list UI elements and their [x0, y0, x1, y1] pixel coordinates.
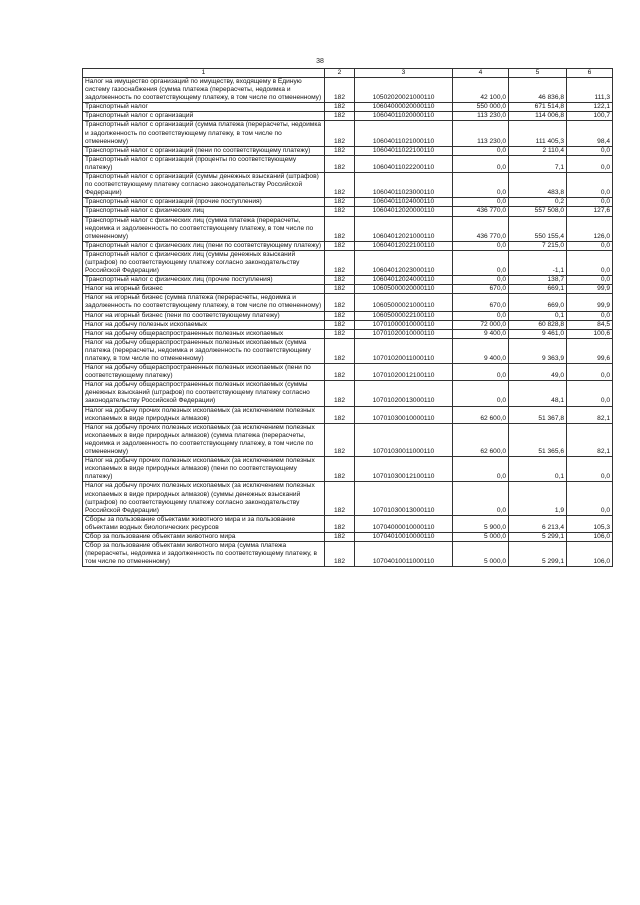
row-percent: 0,0: [567, 311, 613, 320]
row-percent: 0,0: [567, 482, 613, 515]
row-kbk-code: 10604012024000110: [355, 276, 453, 285]
row-plan-value: 0,0: [453, 250, 509, 275]
revenue-table: [82, 68, 613, 567]
row-percent: 99,6: [567, 338, 613, 363]
row-admin-code: 182: [325, 338, 355, 363]
row-plan-value: 0,0: [453, 364, 509, 381]
row-admin-code: 182: [325, 146, 355, 155]
row-kbk-code: 10701020010000110: [355, 329, 453, 338]
row-name: Транспортный налог с организаций (сумма платежа (перерасчеты, недоимка и задолженность по соответствующему платежу, в том числе по отмененному): [83, 121, 325, 146]
row-kbk-code: 10704000010000110: [355, 515, 453, 532]
row-kbk-code: 10704010010000110: [355, 532, 453, 541]
row-percent: 0,0: [567, 457, 613, 482]
row-name: Налог на добычу полезных ископаемых: [83, 320, 325, 329]
table-row: [83, 482, 613, 515]
row-actual-value: 60 828,8: [509, 320, 567, 329]
table-row: [83, 276, 613, 285]
row-plan-value: 72 000,0: [453, 320, 509, 329]
row-percent: 0,0: [567, 364, 613, 381]
row-admin-code: 182: [325, 423, 355, 456]
row-name: Налог на имущество организаций по имуществу, входящему в Единую систему газоснабжения (сумма платежа (перерасчеты, недоимка и задолженность по соответствующему платежу, в том числе по отмененному): [83, 78, 325, 103]
row-actual-value: 483,8: [509, 173, 567, 198]
row-admin-code: 182: [325, 381, 355, 406]
row-admin-code: 182: [325, 103, 355, 112]
header-row: [83, 69, 613, 78]
row-percent: 0,0: [567, 146, 613, 155]
row-admin-code: 182: [325, 329, 355, 338]
row-plan-value: 5 900,0: [453, 515, 509, 532]
row-admin-code: 182: [325, 406, 355, 423]
row-admin-code: 182: [325, 532, 355, 541]
row-kbk-code: 10701020012100110: [355, 364, 453, 381]
row-name: Налог на добычу общераспространенных полезных ископаемых (пени по соответствующему платежу): [83, 364, 325, 381]
table-row: [83, 532, 613, 541]
row-name: Транспортный налог с физических лиц (прочие поступления): [83, 276, 325, 285]
row-name: Транспортный налог: [83, 103, 325, 112]
row-name: Налог на добычу общераспространенных полезных ископаемых: [83, 329, 325, 338]
table-row: [83, 250, 613, 275]
row-actual-value: 9 461,0: [509, 329, 567, 338]
row-actual-value: -1,1: [509, 250, 567, 275]
table-row: [83, 423, 613, 456]
row-plan-value: 670,0: [453, 294, 509, 311]
row-kbk-code: 10701030012100110: [355, 457, 453, 482]
row-admin-code: 182: [325, 216, 355, 241]
row-percent: 0,0: [567, 241, 613, 250]
header-col-6: 6: [567, 69, 613, 78]
row-kbk-code: 10604012022100110: [355, 241, 453, 250]
row-kbk-code: 10701020013000110: [355, 381, 453, 406]
row-actual-value: 48,1: [509, 381, 567, 406]
table-row: [83, 198, 613, 207]
row-plan-value: 62 600,0: [453, 406, 509, 423]
row-admin-code: 182: [325, 457, 355, 482]
row-actual-value: 0,2: [509, 198, 567, 207]
row-plan-value: 0,0: [453, 173, 509, 198]
row-plan-value: 9 400,0: [453, 338, 509, 363]
row-plan-value: 113 230,0: [453, 121, 509, 146]
row-name: Налог на добычу общераспространенных полезных ископаемых (сумма платежа (перерасчеты, недоимка и задолженность по соответствующему платежу, в том числе по отмененному): [83, 338, 325, 363]
row-percent: 0,0: [567, 250, 613, 275]
header-col-4: 4: [453, 69, 509, 78]
row-actual-value: 669,0: [509, 294, 567, 311]
table-row: [83, 364, 613, 381]
row-percent: 0,0: [567, 173, 613, 198]
row-admin-code: 182: [325, 294, 355, 311]
row-name: Транспортный налог с организаций (проценты по соответствующему платежу): [83, 155, 325, 172]
row-kbk-code: 10605000022100110: [355, 311, 453, 320]
table-row: [83, 155, 613, 172]
row-name: Налог на добычу прочих полезных ископаемых (за исключением полезных ископаемых в виде природных алмазов) (сумма платежа (перерасчеты, недоимка и задолженность по соответствующему платежу, в том числе по отмененному): [83, 423, 325, 456]
row-percent: 122,1: [567, 103, 613, 112]
row-name: Транспортный налог с физических лиц (сумма платежа (перерасчеты, недоимка и задолженность по соответствующему платежу, в том числе по отмененному): [83, 216, 325, 241]
table-row: [83, 329, 613, 338]
table-row: [83, 338, 613, 363]
row-kbk-code: 10604011023000110: [355, 173, 453, 198]
row-name: Транспортный налог с физических лиц: [83, 207, 325, 216]
row-kbk-code: 10701030010000110: [355, 406, 453, 423]
row-plan-value: 0,0: [453, 482, 509, 515]
row-name: Налог на игорный бизнес (пени по соответствующему платежу): [83, 311, 325, 320]
row-admin-code: 182: [325, 364, 355, 381]
row-admin-code: 182: [325, 320, 355, 329]
row-name: Транспортный налог с физических лиц (суммы денежных взысканий (штрафов) по соответствующему платежу согласно законодательству Российской Федерации): [83, 250, 325, 275]
row-percent: 127,6: [567, 207, 613, 216]
row-actual-value: 7,1: [509, 155, 567, 172]
row-percent: 100,6: [567, 329, 613, 338]
row-name: Сборы за пользование объектами животного мира и за пользование объектами водных биологических ресурсов: [83, 515, 325, 532]
row-actual-value: 669,1: [509, 285, 567, 294]
row-actual-value: 671 514,8: [509, 103, 567, 112]
row-plan-value: 0,0: [453, 241, 509, 250]
row-admin-code: 182: [325, 285, 355, 294]
row-plan-value: 670,0: [453, 285, 509, 294]
header-col-2: 2: [325, 69, 355, 78]
row-percent: 111,3: [567, 78, 613, 103]
row-kbk-code: 10604012023000110: [355, 250, 453, 275]
row-plan-value: 5 000,0: [453, 532, 509, 541]
row-actual-value: 5 299,1: [509, 532, 567, 541]
row-percent: 84,5: [567, 320, 613, 329]
row-kbk-code: 10604011022200110: [355, 155, 453, 172]
table-row: [83, 406, 613, 423]
row-kbk-code: 10701030011000110: [355, 423, 453, 456]
row-admin-code: 182: [325, 250, 355, 275]
row-actual-value: 6 213,4: [509, 515, 567, 532]
row-actual-value: 9 363,9: [509, 338, 567, 363]
row-name: Налог на добычу общераспространенных полезных ископаемых (суммы денежных взысканий (штрафов) по соответствующему платежу согласно законодательству Российской Федерации): [83, 381, 325, 406]
row-admin-code: 182: [325, 276, 355, 285]
row-admin-code: 182: [325, 542, 355, 567]
row-admin-code: 182: [325, 207, 355, 216]
row-name: Налог на игорный бизнес: [83, 285, 325, 294]
row-plan-value: 0,0: [453, 381, 509, 406]
row-plan-value: 113 230,0: [453, 112, 509, 121]
row-kbk-code: 10604012020000110: [355, 207, 453, 216]
row-percent: 0,0: [567, 155, 613, 172]
table-row: [83, 320, 613, 329]
row-admin-code: 182: [325, 311, 355, 320]
row-kbk-code: 10605000020000110: [355, 285, 453, 294]
row-admin-code: 182: [325, 155, 355, 172]
row-admin-code: 182: [325, 112, 355, 121]
row-percent: 106,0: [567, 542, 613, 567]
row-actual-value: 138,7: [509, 276, 567, 285]
row-plan-value: 436 770,0: [453, 207, 509, 216]
table-row: [83, 207, 613, 216]
row-percent: 0,0: [567, 381, 613, 406]
row-kbk-code: 10701030013000110: [355, 482, 453, 515]
row-kbk-code: 10604000020000110: [355, 103, 453, 112]
row-plan-value: 436 770,0: [453, 216, 509, 241]
table-row: [83, 515, 613, 532]
row-plan-value: 0,0: [453, 155, 509, 172]
row-plan-value: 0,0: [453, 198, 509, 207]
row-actual-value: 46 836,8: [509, 78, 567, 103]
row-name: Налог на добычу прочих полезных ископаемых (за исключением полезных ископаемых в виде природных алмазов) (пени по соответствующему платежу): [83, 457, 325, 482]
row-name: Налог на добычу прочих полезных ископаемых (за исключением полезных ископаемых в виде природных алмазов): [83, 406, 325, 423]
row-kbk-code: 10704010011000110: [355, 542, 453, 567]
table-row: [83, 112, 613, 121]
table-row: [83, 121, 613, 146]
row-plan-value: 42 100,0: [453, 78, 509, 103]
row-name: Сбор за пользование объектами животного мира (сумма платежа (перерасчеты, недоимка и задолженность по соответствующему платежу, в том числе по отмененному): [83, 542, 325, 567]
row-percent: 0,0: [567, 198, 613, 207]
row-percent: 82,1: [567, 406, 613, 423]
row-name: Транспортный налог с физических лиц (пени по соответствующему платежу): [83, 241, 325, 250]
row-admin-code: 182: [325, 241, 355, 250]
row-name: Транспортный налог с организаций (суммы денежных взысканий (штрафов) по соответствующему платежу согласно законодательству Российской Федерации): [83, 173, 325, 198]
row-plan-value: 62 600,0: [453, 423, 509, 456]
row-actual-value: 557 508,0: [509, 207, 567, 216]
table-row: [83, 103, 613, 112]
row-admin-code: 182: [325, 78, 355, 103]
row-name: Налог на игорный бизнес (сумма платежа (перерасчеты, недоимка и задолженность по соответствующему платежу, в том числе по отмененному): [83, 294, 325, 311]
row-actual-value: 7 215,0: [509, 241, 567, 250]
row-kbk-code: 10605000021000110: [355, 294, 453, 311]
header-col-5: 5: [509, 69, 567, 78]
row-admin-code: 182: [325, 482, 355, 515]
table-row: [83, 311, 613, 320]
row-actual-value: 114 006,8: [509, 112, 567, 121]
row-kbk-code: 10604011022100110: [355, 146, 453, 155]
row-actual-value: 0,1: [509, 311, 567, 320]
table-row: [83, 542, 613, 567]
row-name: Транспортный налог с организаций: [83, 112, 325, 121]
header-col-3: 3: [355, 69, 453, 78]
row-plan-value: 5 000,0: [453, 542, 509, 567]
row-percent: 0,0: [567, 276, 613, 285]
table-row: [83, 381, 613, 406]
row-percent: 100,7: [567, 112, 613, 121]
row-admin-code: 182: [325, 198, 355, 207]
row-actual-value: 0,1: [509, 457, 567, 482]
row-actual-value: 111 405,3: [509, 121, 567, 146]
row-admin-code: 182: [325, 173, 355, 198]
row-percent: 82,1: [567, 423, 613, 456]
row-name: Транспортный налог с организаций (пени по соответствующему платежу): [83, 146, 325, 155]
row-name: Транспортный налог с организаций (прочие поступления): [83, 198, 325, 207]
row-plan-value: 0,0: [453, 146, 509, 155]
table-row: [83, 285, 613, 294]
row-actual-value: 49,0: [509, 364, 567, 381]
row-plan-value: 9 400,0: [453, 329, 509, 338]
row-kbk-code: 10701020011000110: [355, 338, 453, 363]
row-actual-value: 51 367,8: [509, 406, 567, 423]
row-actual-value: 550 155,4: [509, 216, 567, 241]
row-kbk-code: 10502020021000110: [355, 78, 453, 103]
row-percent: 126,0: [567, 216, 613, 241]
row-name: Сбор за пользование объектами животного мира: [83, 532, 325, 541]
row-percent: 99,9: [567, 285, 613, 294]
table-row: [83, 78, 613, 103]
header-col-1: 1: [83, 69, 325, 78]
table-body: [83, 78, 613, 567]
row-plan-value: 0,0: [453, 457, 509, 482]
row-actual-value: 51 365,6: [509, 423, 567, 456]
row-plan-value: 0,0: [453, 276, 509, 285]
table-row: [83, 216, 613, 241]
row-kbk-code: 10604012021000110: [355, 216, 453, 241]
row-percent: 106,0: [567, 532, 613, 541]
row-actual-value: 2 110,4: [509, 146, 567, 155]
row-percent: 99,9: [567, 294, 613, 311]
table-row: [83, 294, 613, 311]
row-kbk-code: 10604011020000110: [355, 112, 453, 121]
row-kbk-code: 10701000010000110: [355, 320, 453, 329]
row-actual-value: 5 299,1: [509, 542, 567, 567]
table-row: [83, 146, 613, 155]
row-plan-value: 0,0: [453, 311, 509, 320]
row-actual-value: 1,9: [509, 482, 567, 515]
row-percent: 98,4: [567, 121, 613, 146]
page-number: 38: [316, 58, 324, 65]
row-admin-code: 182: [325, 515, 355, 532]
row-name: Налог на добычу прочих полезных ископаемых (за исключением полезных ископаемых в виде природных алмазов) (суммы денежных взысканий (штрафов) по соответствующему платежу согласно законодательству Российской Федерации): [83, 482, 325, 515]
row-plan-value: 550 000,0: [453, 103, 509, 112]
row-admin-code: 182: [325, 121, 355, 146]
table-row: [83, 173, 613, 198]
table-row: [83, 241, 613, 250]
row-percent: 105,3: [567, 515, 613, 532]
row-kbk-code: 10604011021000110: [355, 121, 453, 146]
table-row: [83, 457, 613, 482]
row-kbk-code: 10604011024000110: [355, 198, 453, 207]
